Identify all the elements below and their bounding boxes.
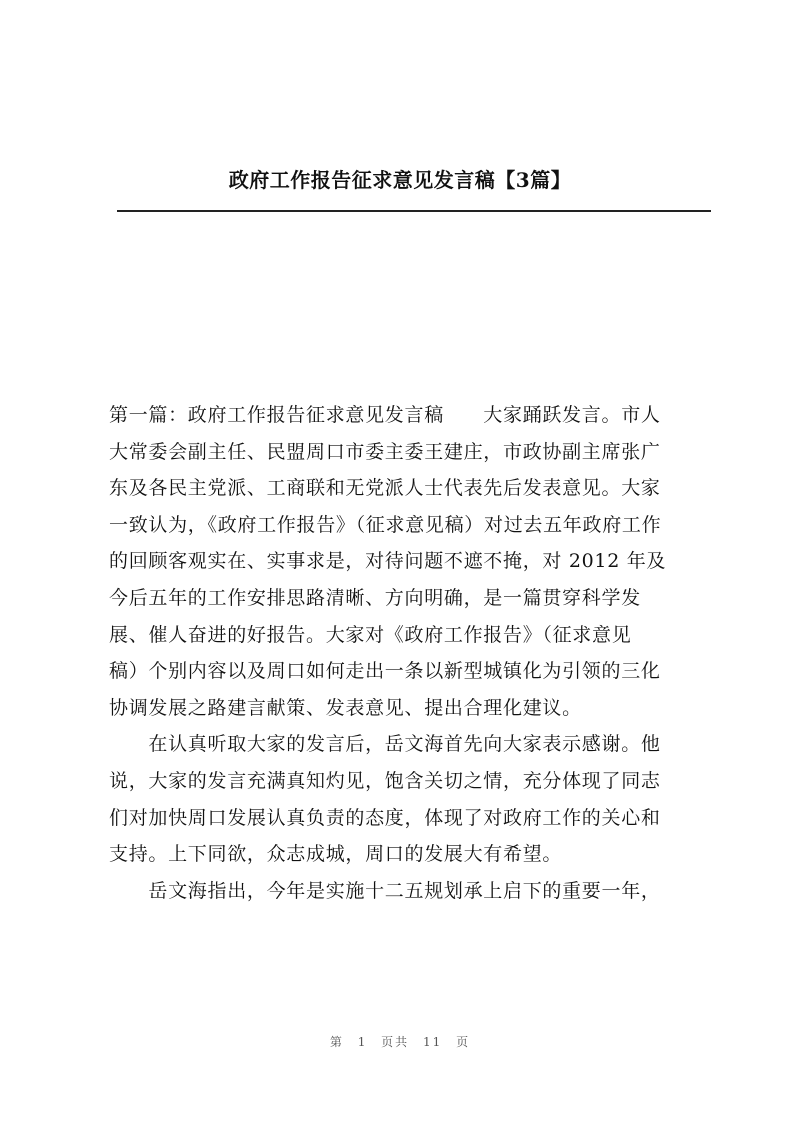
text-line: 展、催人奋进的好报告。大家对《政府工作报告》（征求意见 bbox=[109, 623, 632, 646]
text-line: 东及各民主党派、工商联和无党派人士代表先后发表意见。大家 bbox=[109, 477, 661, 500]
text-line: 协调发展之路建言献策、发表意见、提出合理化建议。 bbox=[109, 696, 582, 719]
text-line: 今后五年的工作安排思路清晰、方向明确，是一篇贯穿科学发 bbox=[109, 586, 641, 609]
text-line: 第一篇：政府工作报告征求意见发言稿 大家踊跃发言。市人 bbox=[109, 404, 661, 426]
page-footer: 第 1 页共 11 页 bbox=[329, 1035, 471, 1049]
body-text bbox=[109, 397, 709, 909]
text-line: 的回顾客观实在、实事求是，对待问题不遮不掩，对 2012 年及 bbox=[109, 550, 667, 573]
text-line: 们对加快周口发展认真负责的态度，体现了对政府工作的关心和 bbox=[109, 806, 661, 829]
text-line: 在认真听取大家的发言后，岳文海首先向大家表示感谢。他 bbox=[109, 733, 661, 756]
text-line: 说，大家的发言充满真知灼见，饱含关切之情，充分体现了同志 bbox=[109, 769, 661, 792]
page-title: 政府工作报告征求意见发言稿【3篇】 bbox=[228, 168, 572, 192]
text-line: 一致认为，《政府工作报告》（征求意见稿）对过去五年政府工作 bbox=[109, 513, 662, 536]
text-line: 支持。上下同欲，众志成城，周口的发展大有希望。 bbox=[109, 843, 563, 866]
title-underline bbox=[117, 210, 711, 212]
text-line: 稿）个别内容以及周口如何走出一条以新型城镇化为引领的三化 bbox=[109, 660, 661, 683]
text-line: 岳文海指出，今年是实施十二五规划承上启下的重要一年， bbox=[109, 879, 661, 902]
text-line: 大常委会副主任、民盟周口市委主委王建庄，市政协副主席张广 bbox=[109, 440, 661, 463]
